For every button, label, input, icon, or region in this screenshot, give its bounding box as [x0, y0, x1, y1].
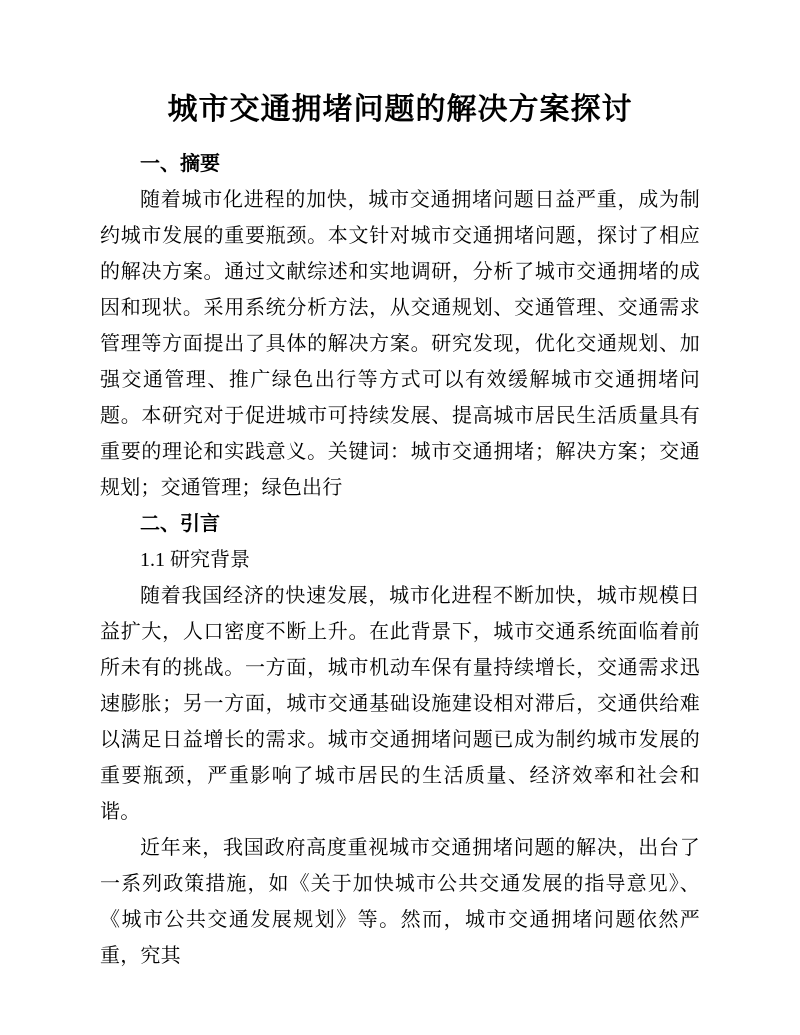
- subsection-heading-research-background: 1.1 研究背景: [140, 549, 250, 571]
- abstract-paragraph: 随着城市化进程的加快，城市交通拥堵问题日益严重，成为制约城市发展的重要瓶颈。本文针对城市交通拥堵问题，探讨了相应的解决方案。通过文献综述和实地调研，分析了城市交通拥堵的成因和现状。采用系统分析方法，从交通规划、交通管理、交通需求管理等方面提出了具体的解决方案。研究发现，优化交通规划、加强交通管理、推广绿色出行等方式可以有效缓解城市交通拥堵问题。本研究对于促进城市可持续发展、提高城市居民生活质量具有重要的理论和实践意义。关键词：城市交通拥堵；解决方案；交通规划；交通管理；绿色出行: [100, 189, 700, 499]
- background-paragraph-2: 近年来，我国政府高度重视城市交通拥堵问题的解决，出台了一系列政策措施，如《关于加快城市公共交通发展的指导意见》、《城市公共交通发展规划》等。然而，城市交通拥堵问题依然严重，究其: [100, 837, 700, 967]
- document-title: 城市交通拥堵问题的解决方案探讨: [167, 93, 633, 126]
- section-heading-introduction: 二、引言: [140, 513, 220, 535]
- section-heading-abstract: 一、摘要: [140, 153, 220, 175]
- background-paragraph-1: 随着我国经济的快速发展，城市化进程不断加快，城市规模日益扩大，人口密度不断上升。在此背景下，城市交通系统面临着前所未有的挑战。一方面，城市机动车保有量持续增长，交通需求迅速膨胀；另一方面，城市交通基础设施建设相对滞后，交通供给难以满足日益增长的需求。城市交通拥堵问题已成为制约城市发展的重要瓶颈，严重影响了城市居民的生活质量、经济效率和社会和谐。: [100, 585, 700, 823]
